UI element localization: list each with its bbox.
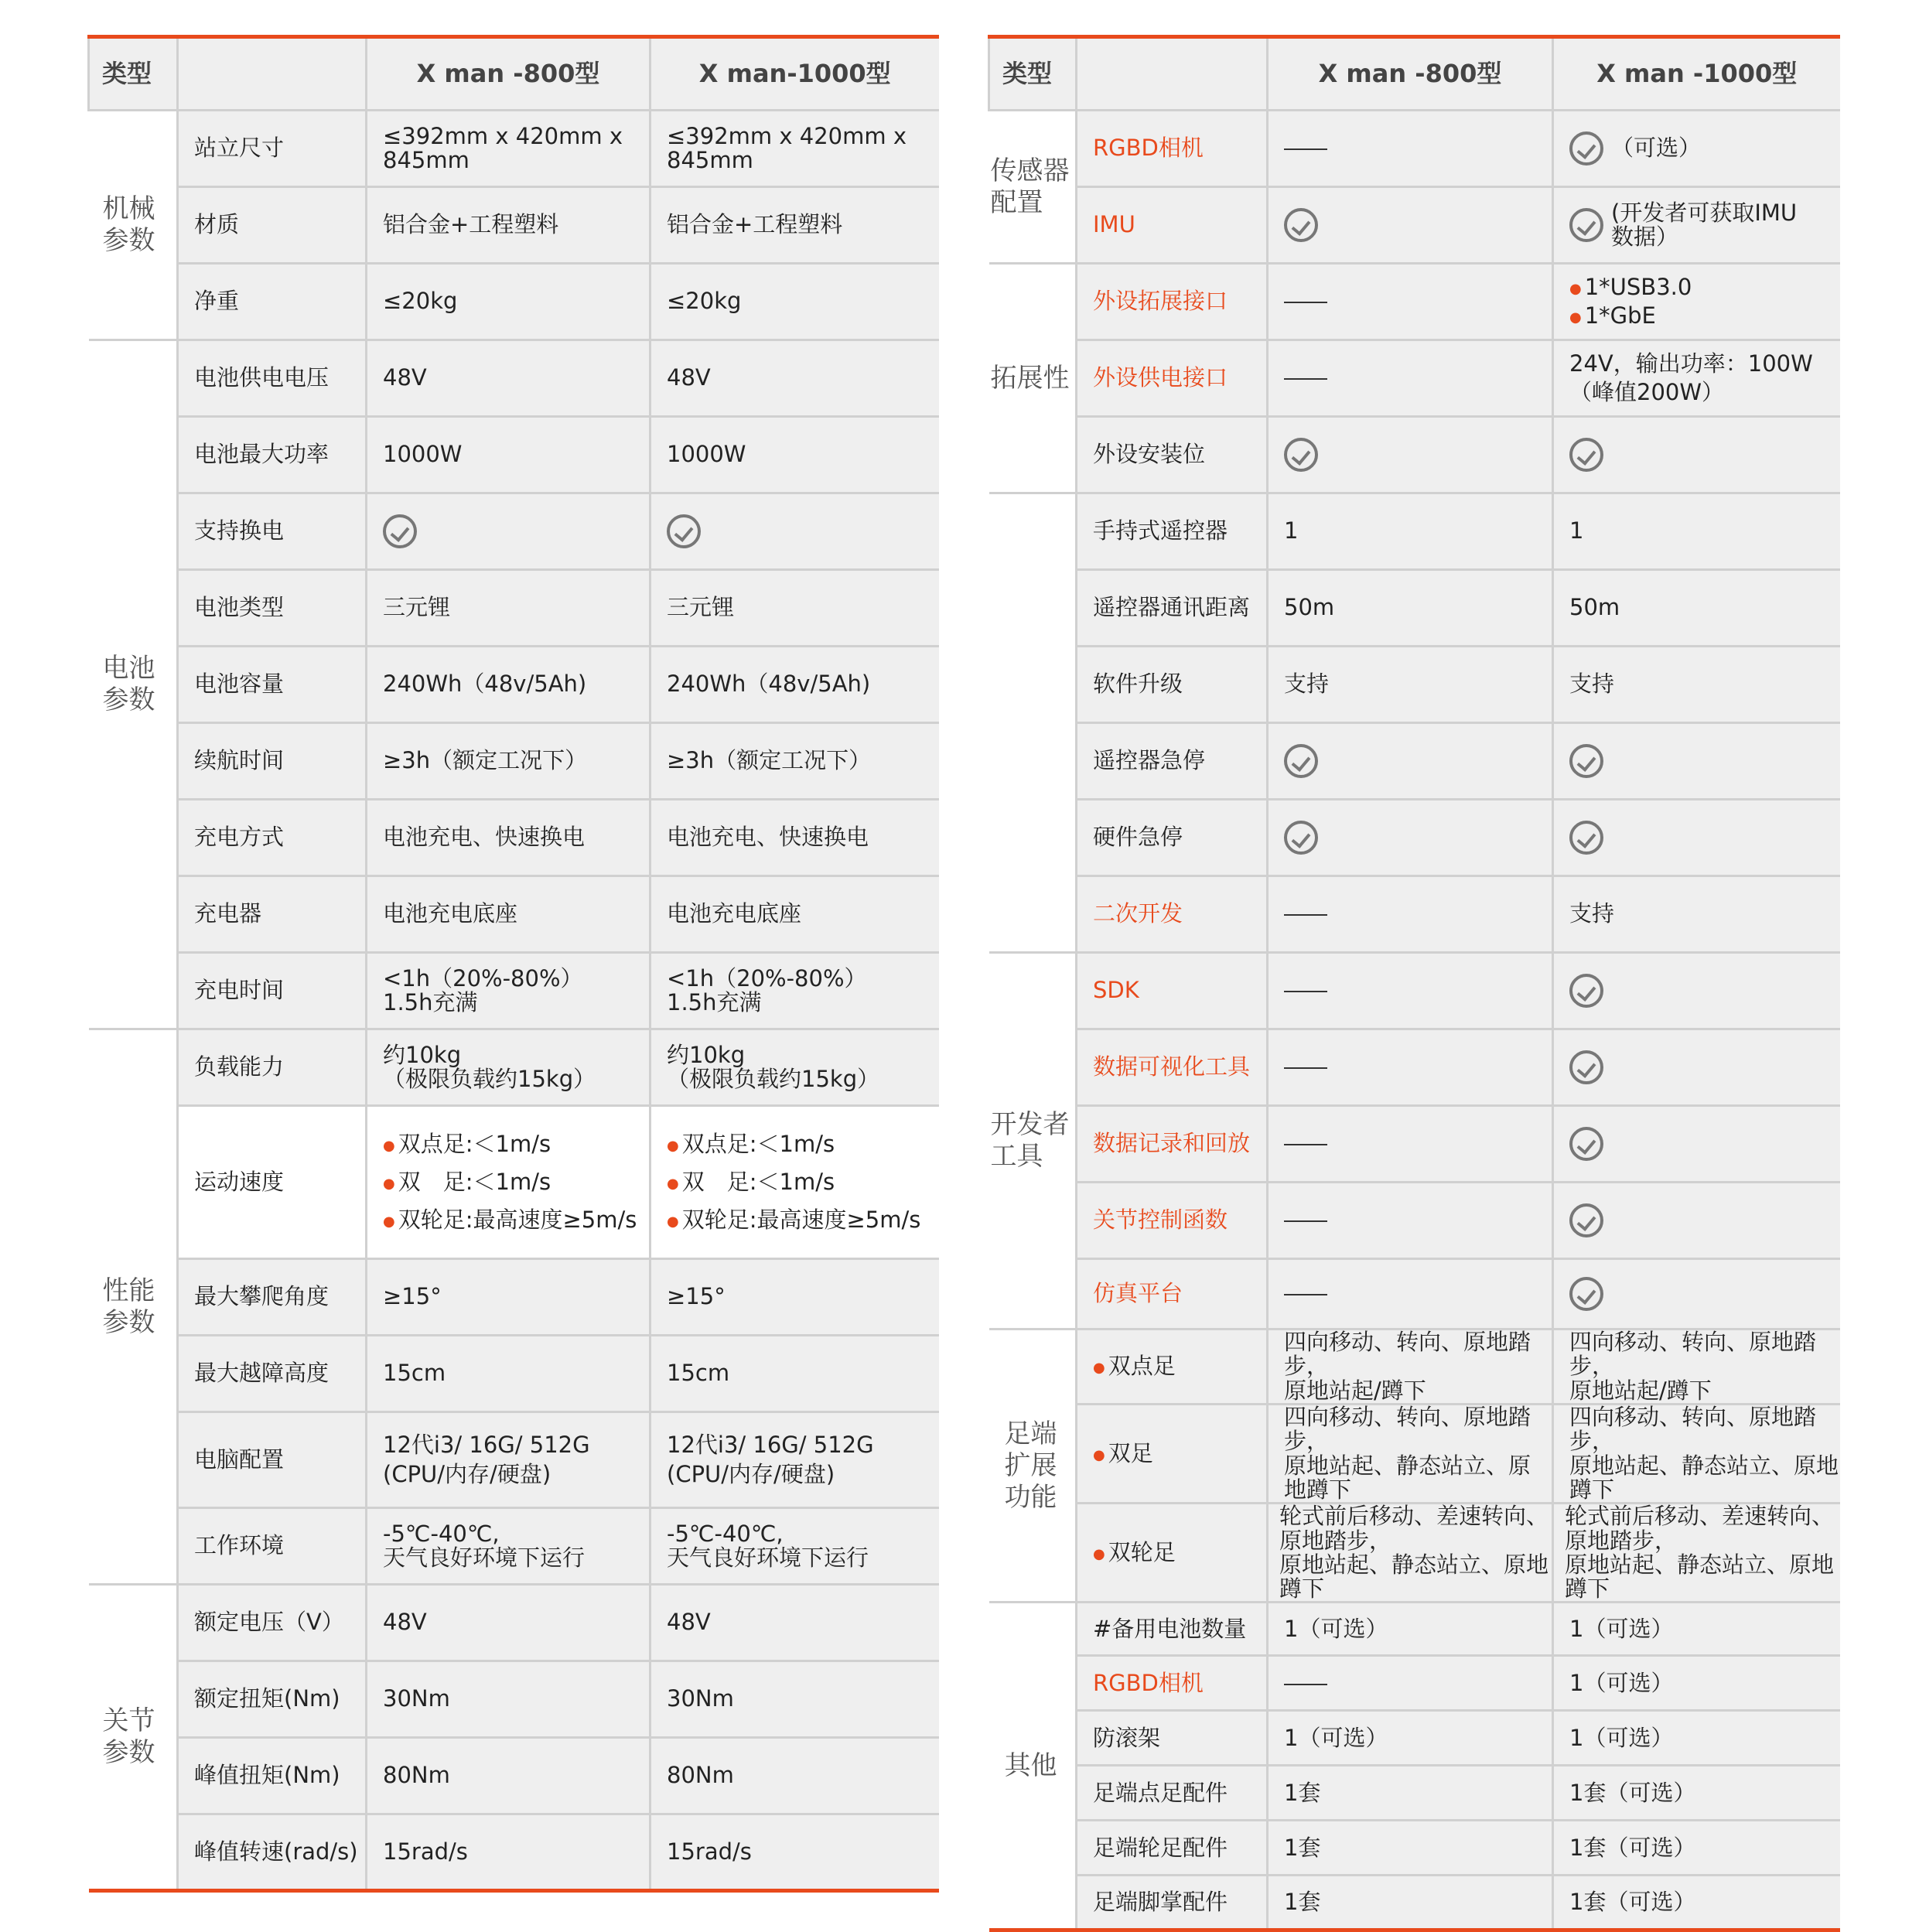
row-label: [1077, 1404, 1268, 1503]
cell-800: ≤20kg: [367, 264, 650, 340]
cell-line: 原地站起、静态站立、原地蹲下: [1565, 1551, 1835, 1603]
table-row: [989, 800, 1840, 876]
bullet-item: ● 双点足:＜1m/s: [667, 1132, 939, 1156]
row-label: 充电方式: [178, 800, 367, 876]
cell-line: （极限负载约15kg）: [383, 1066, 596, 1092]
table-row: [89, 1106, 939, 1259]
cell-800: [1268, 953, 1553, 1029]
table-row: [89, 111, 939, 187]
table-row: [989, 876, 1840, 953]
cell-1000: [1553, 1330, 1840, 1405]
cell-line: （极限负载约15kg）: [667, 1066, 880, 1092]
category-label: 电池 参数: [102, 653, 155, 715]
check-icon: [1284, 744, 1318, 778]
table-row: [89, 1814, 939, 1891]
cell-1000: 1（可选）: [1553, 1603, 1840, 1656]
cell-line: 轮式前后移动、差速转向、原地踏步，: [1565, 1503, 1835, 1554]
table-row: [989, 1106, 1840, 1183]
cell-1000: ≤20kg: [650, 264, 939, 340]
cell-800: ≥15°: [367, 1259, 650, 1336]
cell-line: 四向移动、转向、原地踏步，: [1284, 1329, 1531, 1380]
cell-1000: [1553, 340, 1840, 417]
check-icon: [1284, 821, 1318, 855]
row-label: 运动速度: [178, 1106, 367, 1259]
cell-800: 48V: [367, 340, 650, 417]
check-icon: [1569, 1050, 1603, 1084]
row-label: 电池容量: [178, 647, 367, 723]
cell-800: 电池充电底座: [367, 876, 650, 953]
table-row: [989, 1711, 1840, 1766]
cell-1000: [1553, 1404, 1840, 1503]
header-model-1000: X man -1000型: [1553, 37, 1840, 111]
row-label: 充电时间: [178, 953, 367, 1029]
category-mechanical: [89, 111, 178, 340]
cell-800: [1268, 187, 1553, 264]
check-icon: [667, 514, 701, 548]
row-label: RGBD相机: [1077, 111, 1268, 187]
cell-1000: 1: [1553, 493, 1840, 570]
cell-800: 支持: [1268, 647, 1553, 723]
dash-mark: [1284, 148, 1327, 150]
row-label: 硬件急停: [1077, 800, 1268, 876]
cell-1000: 1（可选）: [1553, 1656, 1840, 1711]
cell-800: [1268, 876, 1553, 953]
category-label: 机械 参数: [102, 193, 155, 256]
cell-800: 铝合金+工程塑料: [367, 187, 650, 264]
cell-1000: 电池充电、快速换电: [650, 800, 939, 876]
check-icon: [1569, 438, 1603, 472]
cell-800: [1268, 417, 1553, 493]
cell-1000: ≥3h（额定工况下）: [650, 723, 939, 800]
check-icon: [1569, 1127, 1603, 1161]
cell-1000: [1553, 264, 1840, 340]
table-row: [989, 1183, 1840, 1259]
dash-mark: [1284, 378, 1327, 380]
cell-800: 48V: [367, 1585, 650, 1661]
cell-line: 约10kg: [667, 1041, 746, 1068]
cell-1000: [650, 1412, 939, 1508]
row-label: 手持式遥控器: [1077, 493, 1268, 570]
category-developer: [989, 953, 1077, 1330]
row-label: 足端点足配件: [1077, 1766, 1268, 1821]
row-label: 负载能力: [178, 1029, 367, 1106]
table-row: [89, 1661, 939, 1738]
row-label: 外设安装位: [1077, 417, 1268, 493]
category-label: 足端 扩展 功能: [1004, 1418, 1057, 1513]
cell-800: [1268, 1029, 1553, 1106]
cell-800: [1268, 264, 1553, 340]
table-row: [989, 111, 1840, 187]
table-header: [89, 37, 939, 111]
table-header: [989, 37, 1840, 111]
row-label: 软件升级: [1077, 647, 1268, 723]
bullet-item: ● 双 足:＜1m/s: [383, 1170, 649, 1194]
cell-line: 原地站起/蹲下: [1284, 1377, 1426, 1404]
table-row: [89, 264, 939, 340]
cell-800: [367, 1508, 650, 1585]
cell-800: [367, 953, 650, 1029]
check-icon: [1569, 1203, 1603, 1237]
cell-line: 原地站起、静态站立、原地蹲下: [1279, 1551, 1549, 1603]
cell-800: 1套: [1268, 1821, 1553, 1876]
row-label: 电池类型: [178, 570, 367, 647]
bullet-item: ● 双轮足: [1093, 1541, 1266, 1565]
row-label: 最大攀爬角度: [178, 1259, 367, 1336]
cell-line: -5℃-40℃,: [667, 1520, 784, 1547]
dash-mark: [1284, 1220, 1327, 1222]
dash-mark: [1284, 302, 1327, 303]
cell-line: (CPU/内存/硬盘): [383, 1460, 551, 1487]
category-joint: [89, 1585, 178, 1891]
table-row: [89, 1336, 939, 1412]
table-row: [89, 493, 939, 570]
header-blank: [1077, 37, 1268, 111]
bullet-item: ● 双点足: [1093, 1354, 1266, 1378]
cell-1000: [1553, 111, 1840, 187]
row-label: #备用电池数量: [1077, 1603, 1268, 1656]
cell-1000: [1553, 953, 1840, 1029]
cell-line: 12代i3/ 16G/ 512G: [667, 1432, 874, 1459]
cell-line: (CPU/内存/硬盘): [667, 1460, 835, 1487]
row-label: 仿真平台: [1077, 1259, 1268, 1330]
table-row: [989, 1766, 1840, 1821]
cell-1000: [1553, 723, 1840, 800]
cell-1000: 15cm: [650, 1336, 939, 1412]
cell-1000: 50m: [1553, 570, 1840, 647]
row-label: 额定电压（V）: [178, 1585, 367, 1661]
check-icon: [1569, 1277, 1603, 1311]
cell-1000: ≥15°: [650, 1259, 939, 1336]
header-model-800: X man -800型: [1268, 37, 1553, 111]
cell-note: [1611, 201, 1797, 250]
table-row: [989, 1029, 1840, 1106]
row-label: 防滚架: [1077, 1711, 1268, 1766]
cell-line: -5℃-40℃,: [383, 1520, 500, 1547]
cell-1000: [1553, 1029, 1840, 1106]
table-row: [989, 570, 1840, 647]
dash-mark: [1284, 1684, 1327, 1685]
bullet-item: ● 双轮足:最高速度≥5m/s: [383, 1208, 649, 1232]
row-label: 峰值扭矩(Nm): [178, 1738, 367, 1814]
check-icon: [383, 514, 417, 548]
cell-800: [1268, 1259, 1553, 1330]
cell-1000: 48V: [650, 340, 939, 417]
row-label: 足端轮足配件: [1077, 1821, 1268, 1876]
row-label: 峰值转速(rad/s): [178, 1814, 367, 1891]
table-row: [89, 723, 939, 800]
cell-1000: 30Nm: [650, 1661, 939, 1738]
table-row: [89, 1738, 939, 1814]
table-row: [989, 493, 1840, 570]
category-foot: [989, 1330, 1077, 1603]
table-row: [989, 187, 1840, 264]
cell-800: [1268, 340, 1553, 417]
cell-line: <1h（20%-80%）: [667, 964, 867, 992]
row-label: 充电器: [178, 876, 367, 953]
cell-1000: [1553, 1106, 1840, 1183]
table-row: [989, 1504, 1840, 1603]
dash-mark: [1284, 991, 1327, 992]
table-row: [989, 647, 1840, 723]
cell-1000: [650, 953, 939, 1029]
cell-line: 天气良好环境下运行: [383, 1545, 586, 1571]
row-label: 工作环境: [178, 1508, 367, 1585]
cell-1000: ≤392mm x 420mm x 845mm: [650, 111, 939, 187]
table-row: [89, 1508, 939, 1585]
row-label: 外设供电接口: [1077, 340, 1268, 417]
cell-800: 1000W: [367, 417, 650, 493]
cell-line: 轮式前后移动、差速转向、原地踏步，: [1279, 1503, 1549, 1554]
cell-1000: 1套（可选）: [1553, 1821, 1840, 1876]
row-label: 电脑配置: [178, 1412, 367, 1508]
category-label: 开发者 工具: [990, 1109, 1070, 1172]
cell-1000: [1553, 1259, 1840, 1330]
cell-1000: [650, 1508, 939, 1585]
cell-1000: [1553, 417, 1840, 493]
cell-800: [367, 1412, 650, 1508]
row-label: 续航时间: [178, 723, 367, 800]
category-performance: [89, 1029, 178, 1585]
cell-800: [1268, 800, 1553, 876]
cell-line: 四向移动、转向、原地踏步，: [1569, 1404, 1817, 1455]
category-label: 传感器 配置: [990, 155, 1070, 218]
cell-800: 30Nm: [367, 1661, 650, 1738]
right-spec-table: [988, 35, 1840, 1932]
cell-line: <1h（20%-80%）: [383, 964, 583, 992]
table-row: [989, 1821, 1840, 1876]
bullet-item: ● 双轮足:最高速度≥5m/s: [667, 1208, 939, 1232]
table-row: [89, 953, 939, 1029]
row-label: [1077, 1330, 1268, 1405]
dash-mark: [1284, 914, 1327, 916]
category-label: 其他: [1004, 1750, 1057, 1782]
cell-800: [1268, 111, 1553, 187]
header-type: 类型: [989, 37, 1077, 111]
check-icon: [1569, 131, 1603, 166]
table-row: [989, 340, 1840, 417]
row-label: 电池供电电压: [178, 340, 367, 417]
cell-line: 数据）: [1611, 224, 1679, 250]
row-label: 外设拓展接口: [1077, 264, 1268, 340]
dash-mark: [1284, 1067, 1327, 1069]
cell-1000: 支持: [1553, 647, 1840, 723]
cell-800: ≤392mm x 420mm x 845mm: [367, 111, 650, 187]
bullet-item: ● 双足: [1093, 1442, 1266, 1466]
cell-1000: [1553, 1183, 1840, 1259]
category-expansion: [989, 264, 1077, 493]
cell-800: [367, 1106, 650, 1259]
cell-line: 四向移动、转向、原地踏步，: [1284, 1404, 1531, 1455]
category-label: 关节 参数: [102, 1705, 155, 1768]
cell-800: 电池充电、快速换电: [367, 800, 650, 876]
category-remote: [989, 493, 1077, 953]
cell-800: [367, 1029, 650, 1106]
cell-1000: [650, 1106, 939, 1259]
category-sensors: [989, 111, 1077, 264]
table-row: [989, 1330, 1840, 1405]
cell-1000: 1000W: [650, 417, 939, 493]
row-label: 足端脚掌配件: [1077, 1876, 1268, 1930]
table-row: [89, 1259, 939, 1336]
cell-1000: 48V: [650, 1585, 939, 1661]
table-row: [89, 570, 939, 647]
dash-mark: [1284, 1144, 1327, 1145]
header-blank: [178, 37, 367, 111]
cell-1000: 15rad/s: [650, 1814, 939, 1891]
cell-1000: [650, 1029, 939, 1106]
category-label: 性能 参数: [102, 1275, 155, 1338]
row-label: 遥控器通讯距离: [1077, 570, 1268, 647]
cell-1000: [1553, 187, 1840, 264]
row-label: 数据记录和回放: [1077, 1106, 1268, 1183]
table-row: [89, 647, 939, 723]
cell-800: [1268, 1106, 1553, 1183]
cell-line: 原地站起/蹲下: [1569, 1377, 1712, 1404]
table-row: [989, 1656, 1840, 1711]
row-label: 额定扭矩(Nm): [178, 1661, 367, 1738]
row-label: IMU: [1077, 187, 1268, 264]
dash-mark: [1284, 1294, 1327, 1295]
cell-line: 四向移动、转向、原地踏步，: [1569, 1329, 1817, 1380]
cell-line: 24V，输出功率：100W: [1569, 350, 1813, 377]
row-label: 二次开发: [1077, 876, 1268, 953]
cell-1000: 1（可选）: [1553, 1711, 1840, 1766]
cell-800: 15cm: [367, 1336, 650, 1412]
header-type: 类型: [89, 37, 178, 111]
cell-line: 原地站起、静态站立、原地蹲下: [1284, 1452, 1531, 1503]
cell-1000: 支持: [1553, 876, 1840, 953]
table-row: [89, 800, 939, 876]
cell-800: ≥3h（额定工况下）: [367, 723, 650, 800]
table-row: [989, 264, 1840, 340]
row-label: 遥控器急停: [1077, 723, 1268, 800]
table-row: [89, 1412, 939, 1508]
table-row: [989, 417, 1840, 493]
table-row: [89, 1585, 939, 1661]
cell-line: 12代i3/ 16G/ 512G: [383, 1432, 590, 1459]
table-row: [89, 1029, 939, 1106]
cell-800: 240Wh（48v/5Ah): [367, 647, 650, 723]
cell-800: [1268, 1330, 1553, 1405]
category-battery: [89, 340, 178, 1029]
cell-800: 1套: [1268, 1766, 1553, 1821]
bullet-item: ● 1*GbE: [1569, 304, 1840, 328]
cell-line: 1.5h充满: [667, 989, 762, 1015]
check-icon: [1284, 438, 1318, 472]
cell-1000: 240Wh（48v/5Ah): [650, 647, 939, 723]
cell-note: （可选）: [1611, 135, 1702, 162]
table-row: [989, 1259, 1840, 1330]
cell-800: [367, 493, 650, 570]
check-icon: [1569, 821, 1603, 855]
check-icon: [1569, 744, 1603, 778]
cell-800: [1268, 1183, 1553, 1259]
row-label: 净重: [178, 264, 367, 340]
row-label: [1077, 1504, 1268, 1603]
table-row: [89, 340, 939, 417]
cell-800: [1268, 1504, 1553, 1603]
row-label: 材质: [178, 187, 367, 264]
table-row: [989, 1603, 1840, 1656]
header-model-800: X man -800型: [367, 37, 650, 111]
table-row: [989, 1876, 1840, 1930]
category-label: 拓展性: [990, 362, 1070, 394]
cell-800: [1268, 723, 1553, 800]
bullet-item: ● 双点足:＜1m/s: [383, 1132, 649, 1156]
check-icon: [1284, 208, 1318, 242]
cell-1000: [1553, 1504, 1840, 1603]
row-label: 数据可视化工具: [1077, 1029, 1268, 1106]
cell-line: （峰值200W）: [1569, 379, 1725, 405]
cell-1000: 电池充电底座: [650, 876, 939, 953]
table-row: [89, 187, 939, 264]
check-icon: [1569, 974, 1603, 1008]
cell-800: 1套: [1268, 1876, 1553, 1930]
row-label: 电池最大功率: [178, 417, 367, 493]
cell-800: [1268, 1404, 1553, 1503]
cell-1000: 80Nm: [650, 1738, 939, 1814]
table-row: [89, 417, 939, 493]
cell-800: 1（可选）: [1268, 1603, 1553, 1656]
cell-800: 三元锂: [367, 570, 650, 647]
cell-1000: 三元锂: [650, 570, 939, 647]
left-spec-table: [87, 35, 939, 1893]
cell-line: 天气良好环境下运行: [667, 1545, 869, 1571]
table-row: [89, 876, 939, 953]
cell-line: 1.5h充满: [383, 989, 478, 1015]
row-label: 支持换电: [178, 493, 367, 570]
bullet-item: ● 1*USB3.0: [1569, 275, 1840, 299]
header-model-1000: X man-1000型: [650, 37, 939, 111]
table-row: [989, 953, 1840, 1029]
cell-1000: 1套（可选）: [1553, 1766, 1840, 1821]
check-icon: [1569, 208, 1603, 242]
cell-1000: [1553, 800, 1840, 876]
cell-line: 约10kg: [383, 1041, 462, 1068]
category-other: [989, 1603, 1077, 1930]
cell-line: (开发者可获取IMU: [1611, 199, 1798, 226]
cell-800: 1: [1268, 493, 1553, 570]
cell-1000: 铝合金+工程塑料: [650, 187, 939, 264]
cell-800: 50m: [1268, 570, 1553, 647]
row-label: 站立尺寸: [178, 111, 367, 187]
cell-line: 原地站起、静态站立、原地蹲下: [1569, 1452, 1839, 1503]
cell-800: 80Nm: [367, 1738, 650, 1814]
cell-1000: [650, 493, 939, 570]
table-row: [989, 723, 1840, 800]
bullet-item: ● 双 足:＜1m/s: [667, 1170, 939, 1194]
cell-800: 15rad/s: [367, 1814, 650, 1891]
row-label: RGBD相机: [1077, 1656, 1268, 1711]
cell-800: 1（可选）: [1268, 1711, 1553, 1766]
table-row: [989, 1404, 1840, 1503]
row-label: 最大越障高度: [178, 1336, 367, 1412]
row-label: 关节控制函数: [1077, 1183, 1268, 1259]
row-label: SDK: [1077, 953, 1268, 1029]
cell-800: [1268, 1656, 1553, 1711]
cell-1000: 1套（可选）: [1553, 1876, 1840, 1930]
